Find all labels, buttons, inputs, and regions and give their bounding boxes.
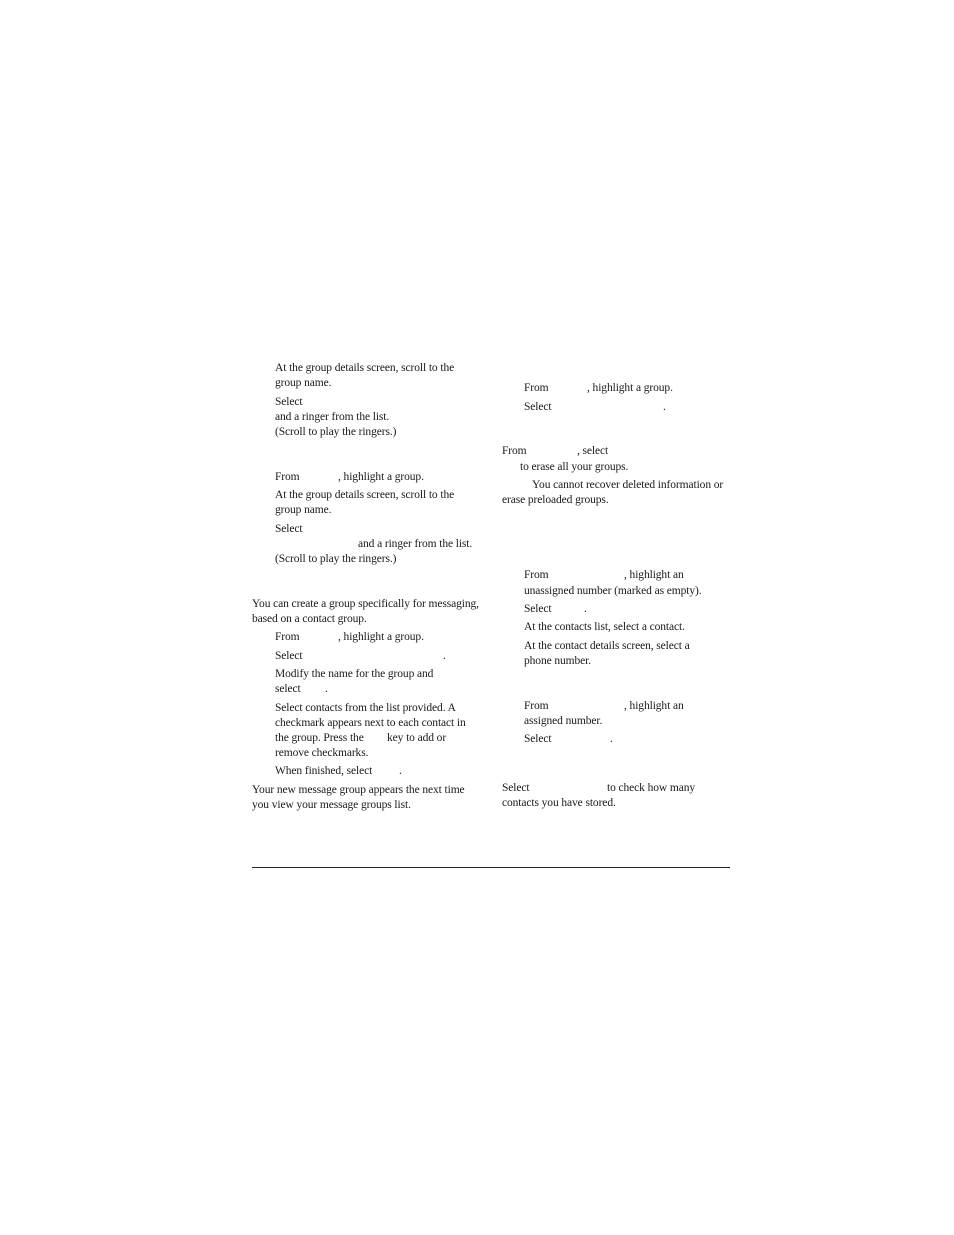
msg-step4-line3-a: the group. Press the bbox=[275, 732, 364, 744]
erase-note-line2: erase preloaded groups. bbox=[502, 494, 609, 506]
erase-all-line2: to erase all your groups. bbox=[520, 461, 629, 473]
count-line2: contacts you have stored. bbox=[502, 797, 616, 809]
remove-step1-from: From bbox=[524, 700, 549, 712]
msg-step3-line1: Modify the name for the group and bbox=[275, 668, 434, 680]
ringer-step-b-line1: Select bbox=[275, 396, 303, 408]
erase-step2-end: . bbox=[663, 401, 666, 413]
msg-step3-end: . bbox=[325, 683, 328, 695]
remove-step1-line2: assigned number. bbox=[524, 715, 603, 727]
assign-step1-rest: , highlight an bbox=[624, 569, 684, 581]
ringer2-step-c-line3: (Scroll to play the ringers.) bbox=[275, 553, 397, 565]
msg-intro-line1: You can create a group specifically for messaging, bbox=[252, 598, 479, 610]
erase-note-line1: You cannot recover deleted information or bbox=[532, 479, 724, 491]
msg-step1-from: From bbox=[275, 631, 300, 643]
ringer2-step-c-line2: and a ringer from the list. bbox=[358, 538, 473, 550]
msg-step2-select: Select bbox=[275, 650, 303, 662]
erase-step2-select: Select bbox=[524, 401, 552, 413]
ringer2-step-a-rest: , highlight a group. bbox=[338, 471, 424, 483]
assign-step4-line1: At the contact details screen, select a bbox=[524, 640, 690, 652]
assign-step2-select: Select bbox=[524, 603, 552, 615]
erase-all-rest: , select bbox=[577, 445, 609, 457]
erase-all-from: From bbox=[502, 445, 527, 457]
assign-step1-from: From bbox=[524, 569, 549, 581]
ringer2-step-a-from: From bbox=[275, 471, 300, 483]
assign-step1-line2: unassigned number (marked as empty). bbox=[524, 585, 702, 597]
ringer2-step-c-line1: Select bbox=[275, 523, 303, 535]
assign-step2-end: . bbox=[584, 603, 587, 615]
msg-step2-end: . bbox=[443, 650, 446, 662]
msg-intro-line2: based on a contact group. bbox=[252, 613, 367, 625]
msg-step4-line3-b: key to add or bbox=[387, 732, 447, 744]
footer-rule bbox=[252, 867, 730, 868]
remove-step1-rest: , highlight an bbox=[624, 700, 684, 712]
count-rest: to check how many bbox=[607, 782, 696, 794]
msg-step1-rest: , highlight a group. bbox=[338, 631, 424, 643]
ringer2-step-b-line2: group name. bbox=[275, 504, 332, 516]
msg-outro-line1: Your new message group appears the next time bbox=[252, 784, 465, 796]
msg-step5: When finished, select bbox=[275, 765, 373, 777]
remove-step2-end: . bbox=[610, 733, 613, 745]
ringer2-step-b-line1: At the group details screen, scroll to the bbox=[275, 489, 455, 501]
erase-step1-from: From bbox=[524, 382, 549, 394]
assign-step4-line2: phone number. bbox=[524, 655, 592, 667]
ringer-step-b-line3: (Scroll to play the ringers.) bbox=[275, 426, 397, 438]
erase-step1-rest: , highlight a group. bbox=[587, 382, 673, 394]
msg-step4-line4: remove checkmarks. bbox=[275, 747, 369, 759]
msg-step5-end: . bbox=[399, 765, 402, 777]
ringer-step-a-line1: At the group details screen, scroll to the bbox=[275, 362, 455, 374]
msg-step4-line1: Select contacts from the list provided. A bbox=[275, 702, 456, 714]
count-select: Select bbox=[502, 782, 530, 794]
assign-step3: At the contacts list, select a contact. bbox=[524, 621, 685, 633]
ringer-step-b-line2: and a ringer from the list. bbox=[275, 411, 390, 423]
remove-step2-select: Select bbox=[524, 733, 552, 745]
msg-step3-select: select bbox=[275, 683, 301, 695]
msg-step4-line2: checkmark appears next to each contact in bbox=[275, 717, 466, 729]
msg-outro-line2: you view your message groups list. bbox=[252, 799, 411, 811]
ringer-step-a-line2: group name. bbox=[275, 377, 332, 389]
